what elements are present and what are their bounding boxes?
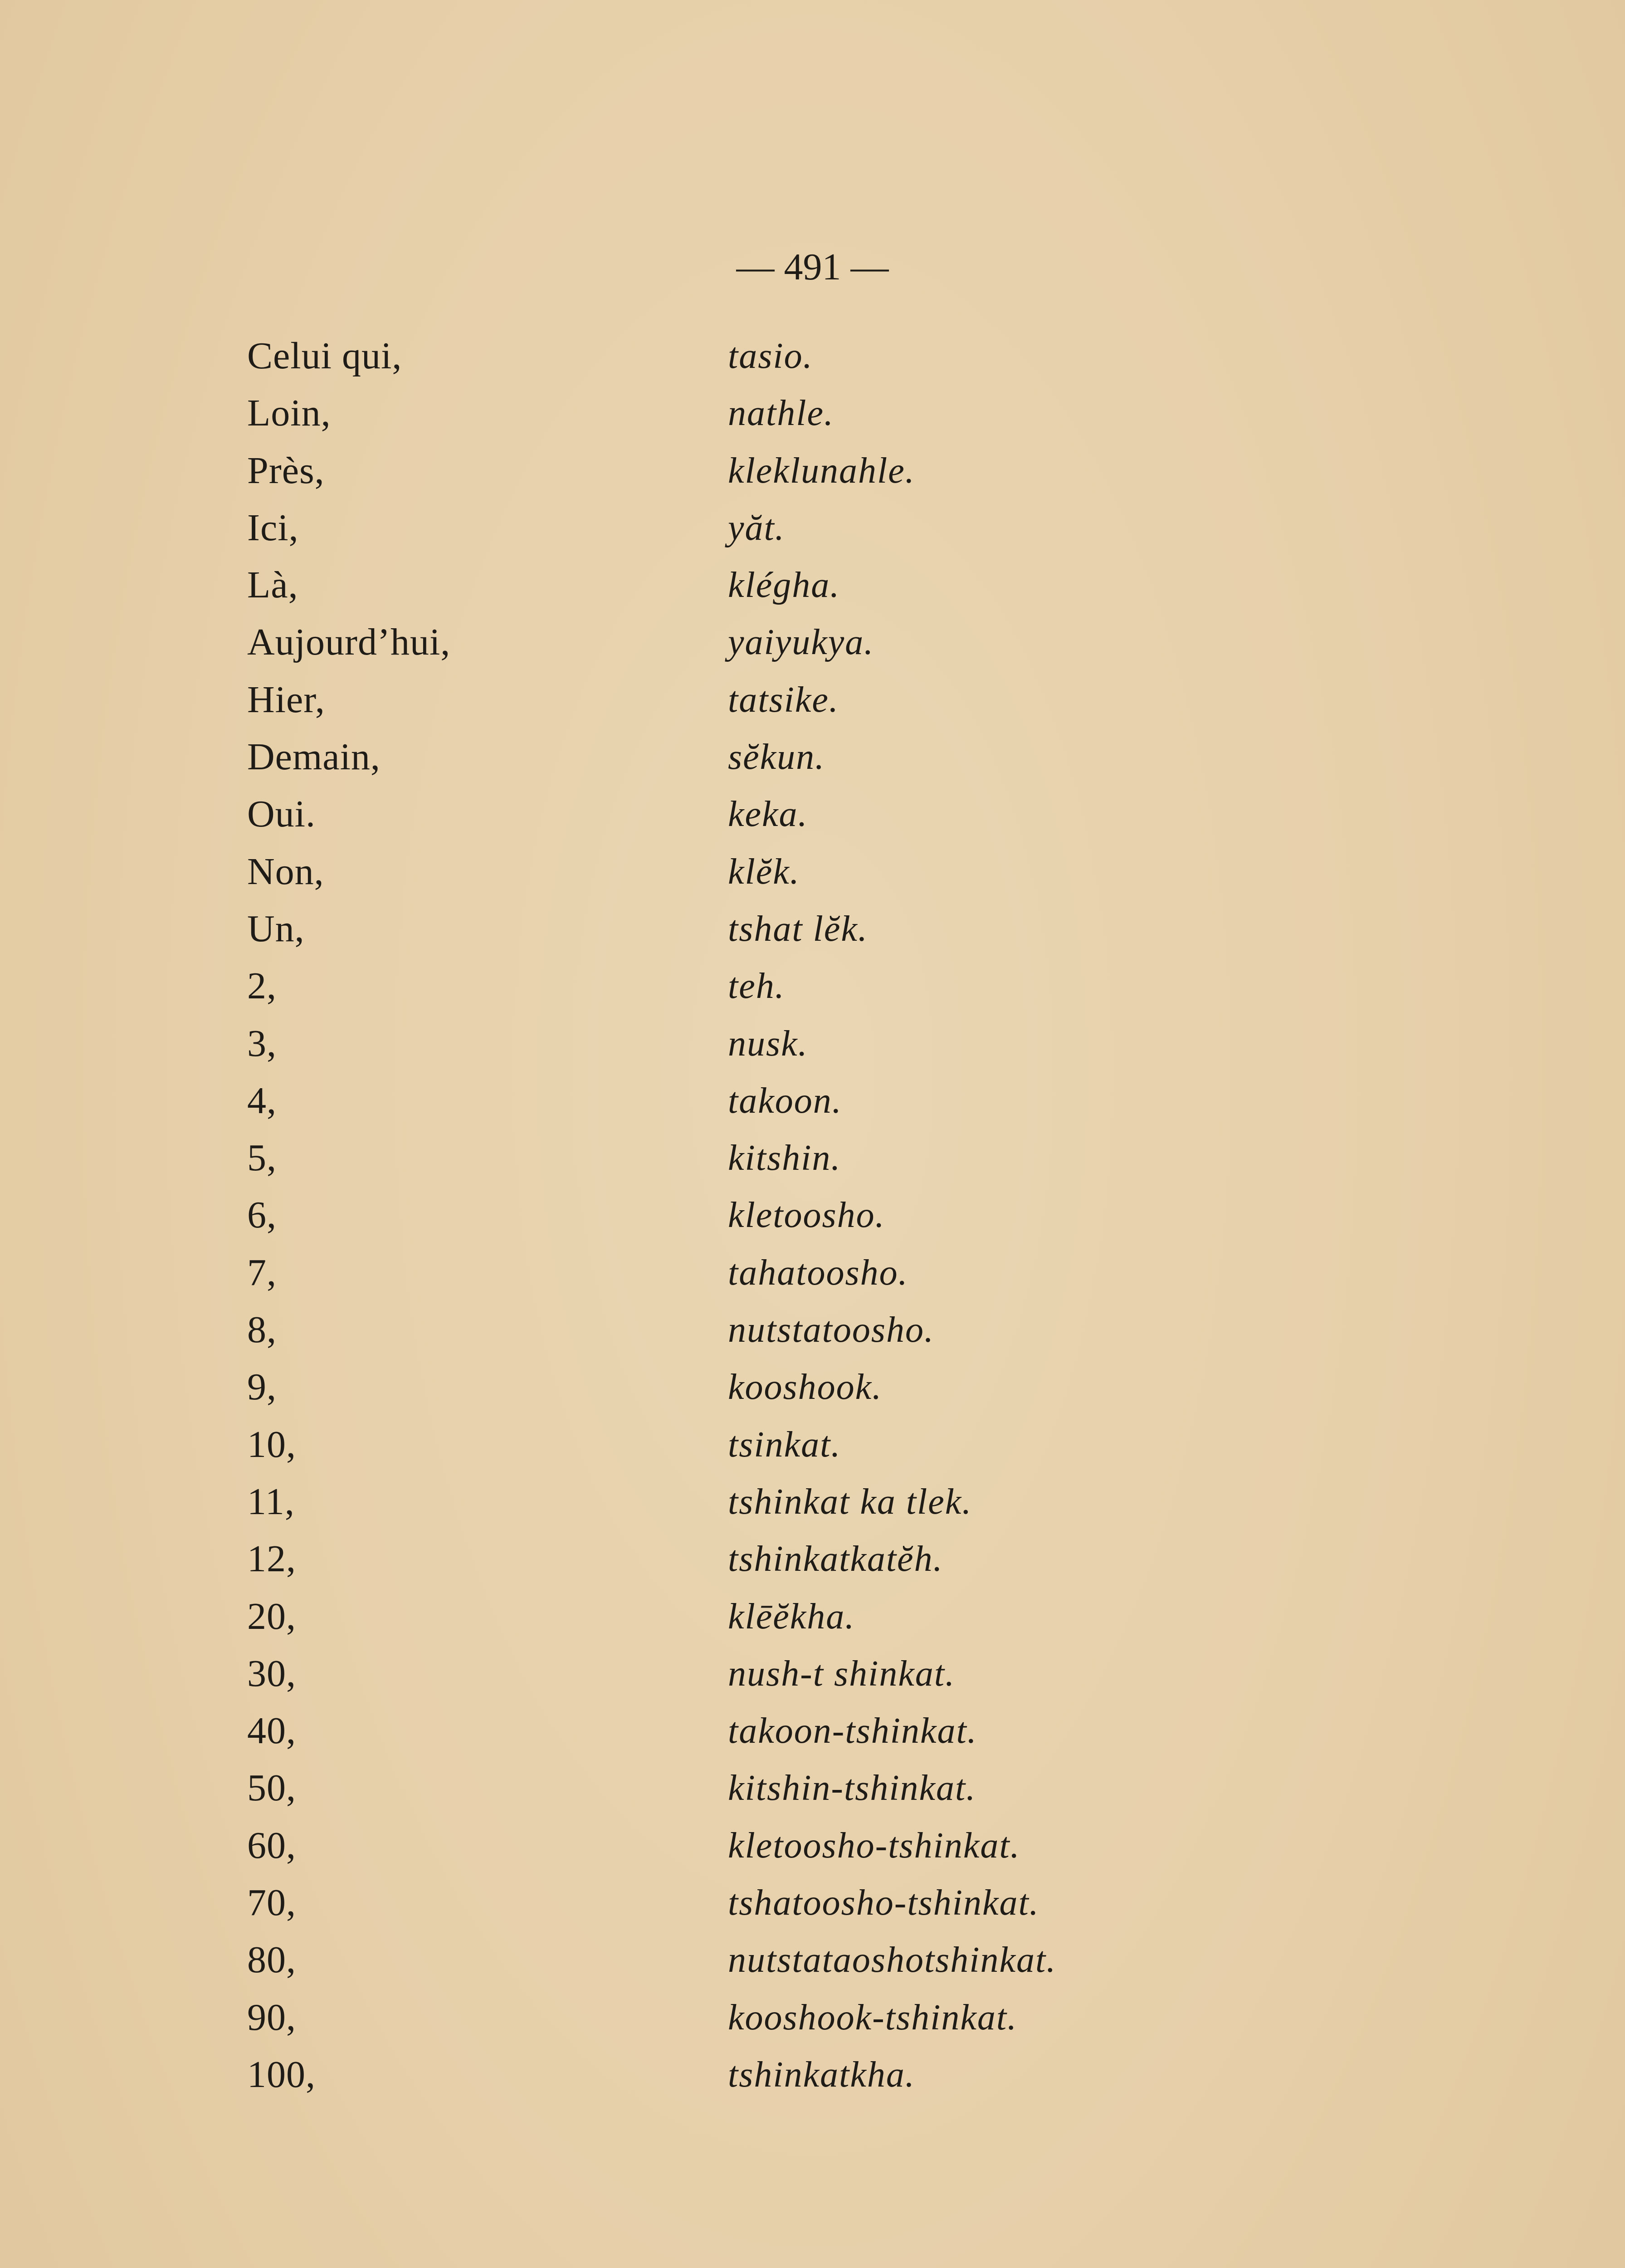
native-translation: tsinkat. (728, 1424, 841, 1465)
native-translation: takoon. (728, 1080, 842, 1121)
french-term: 8, (247, 1309, 277, 1351)
french-term: 40, (247, 1710, 296, 1752)
native-translation: sĕkun. (728, 737, 825, 777)
vocabulary-row (0, 734, 1625, 792)
native-translation: takoon-tshinkat. (728, 1711, 977, 1751)
vocabulary-row (0, 849, 1625, 906)
french-term: Demain, (247, 736, 381, 778)
vocabulary-row (0, 1651, 1625, 1708)
native-translation: kooshook-tshinkat. (728, 1997, 1018, 2038)
vocabulary-row (0, 677, 1625, 734)
french-term: Ici, (247, 506, 299, 549)
native-translation: nusk. (728, 1023, 808, 1064)
vocabulary-row (0, 1193, 1625, 1250)
french-term: Un, (247, 907, 305, 950)
french-term: 6, (247, 1194, 277, 1237)
native-translation: klĕk. (728, 851, 800, 892)
native-translation: kleklunahle. (728, 450, 915, 491)
french-term: 12, (247, 1538, 296, 1580)
french-term: 2, (247, 965, 277, 1007)
native-translation: kletoosho. (728, 1195, 885, 1236)
vocabulary-row (0, 792, 1625, 849)
vocabulary-row (0, 1364, 1625, 1422)
french-term: 70, (247, 1882, 296, 1924)
vocabulary-row (0, 1135, 1625, 1193)
native-translation: kitshin-tshinkat. (728, 1768, 976, 1809)
french-term: Non, (247, 850, 324, 893)
native-translation: tasio. (728, 336, 813, 376)
vocabulary-row (0, 1078, 1625, 1135)
native-translation: nutstataoshotshinkat. (728, 1940, 1057, 1980)
french-term: 30, (247, 1652, 296, 1695)
vocabulary-row (0, 906, 1625, 963)
vocabulary-list (0, 333, 1625, 2109)
vocabulary-row (0, 391, 1625, 448)
native-translation: tshat lĕk. (728, 909, 868, 949)
native-translation: nutstatoosho. (728, 1310, 934, 1350)
vocabulary-row (0, 333, 1625, 391)
french-term: 90, (247, 1996, 296, 2038)
native-translation: teh. (728, 966, 785, 1007)
vocabulary-row (0, 1307, 1625, 1364)
vocabulary-row (0, 1536, 1625, 1593)
native-translation: tatsike. (728, 679, 839, 720)
french-term: 3, (247, 1022, 277, 1065)
vocabulary-row (0, 1880, 1625, 1937)
native-translation: klēĕkha. (728, 1596, 855, 1637)
vocabulary-row (0, 963, 1625, 1021)
page-number: — 491 — (736, 246, 889, 288)
french-term: Loin, (247, 392, 331, 435)
vocabulary-row (0, 2052, 1625, 2109)
native-translation: tshinkatkatĕh. (728, 1539, 943, 1579)
native-translation: tahatoosho. (728, 1252, 908, 1293)
french-term: Là, (247, 564, 298, 606)
french-term: 60, (247, 1824, 296, 1867)
french-term: 5, (247, 1137, 277, 1179)
native-translation: tshinkatkha. (728, 2054, 915, 2095)
french-term: 20, (247, 1595, 296, 1637)
vocabulary-row (0, 448, 1625, 505)
vocabulary-row (0, 505, 1625, 562)
french-term: 11, (247, 1480, 295, 1523)
french-term: Oui. (247, 793, 316, 836)
native-translation: nathle. (728, 393, 834, 434)
native-translation: kooshook. (728, 1367, 883, 1408)
vocabulary-row (0, 1765, 1625, 1823)
native-translation: yăt. (728, 508, 785, 548)
native-translation: kletoosho-tshinkat. (728, 1825, 1020, 1866)
vocabulary-row (0, 1995, 1625, 2052)
native-translation: tshatoosho-tshinkat. (728, 1883, 1039, 1923)
native-translation: klégha. (728, 565, 840, 606)
vocabulary-row (0, 1422, 1625, 1479)
french-term: 7, (247, 1251, 277, 1294)
french-term: 80, (247, 1939, 296, 1981)
vocabulary-row (0, 1250, 1625, 1307)
french-term: 50, (247, 1767, 296, 1809)
french-term: Aujourd’hui, (247, 621, 451, 664)
vocabulary-row (0, 562, 1625, 620)
vocabulary-row (0, 1479, 1625, 1536)
vocabulary-row (0, 1708, 1625, 1765)
native-translation: keka. (728, 794, 808, 835)
french-term: Celui qui, (247, 335, 402, 377)
native-translation: kitshin. (728, 1138, 841, 1178)
french-term: 100, (247, 2053, 316, 2096)
vocabulary-row (0, 620, 1625, 677)
french-term: 10, (247, 1423, 296, 1466)
vocabulary-row (0, 1594, 1625, 1651)
french-term: 9, (247, 1366, 277, 1408)
french-term: Hier, (247, 678, 325, 721)
french-term: Près, (247, 449, 325, 492)
native-translation: nush-t shinkat. (728, 1653, 956, 1694)
vocabulary-row (0, 1823, 1625, 1880)
native-translation: tshinkat ka tlek. (728, 1481, 972, 1522)
native-translation: yaiyukya. (728, 622, 874, 663)
vocabulary-row (0, 1021, 1625, 1078)
french-term: 4, (247, 1079, 277, 1122)
vocabulary-row (0, 1937, 1625, 1994)
